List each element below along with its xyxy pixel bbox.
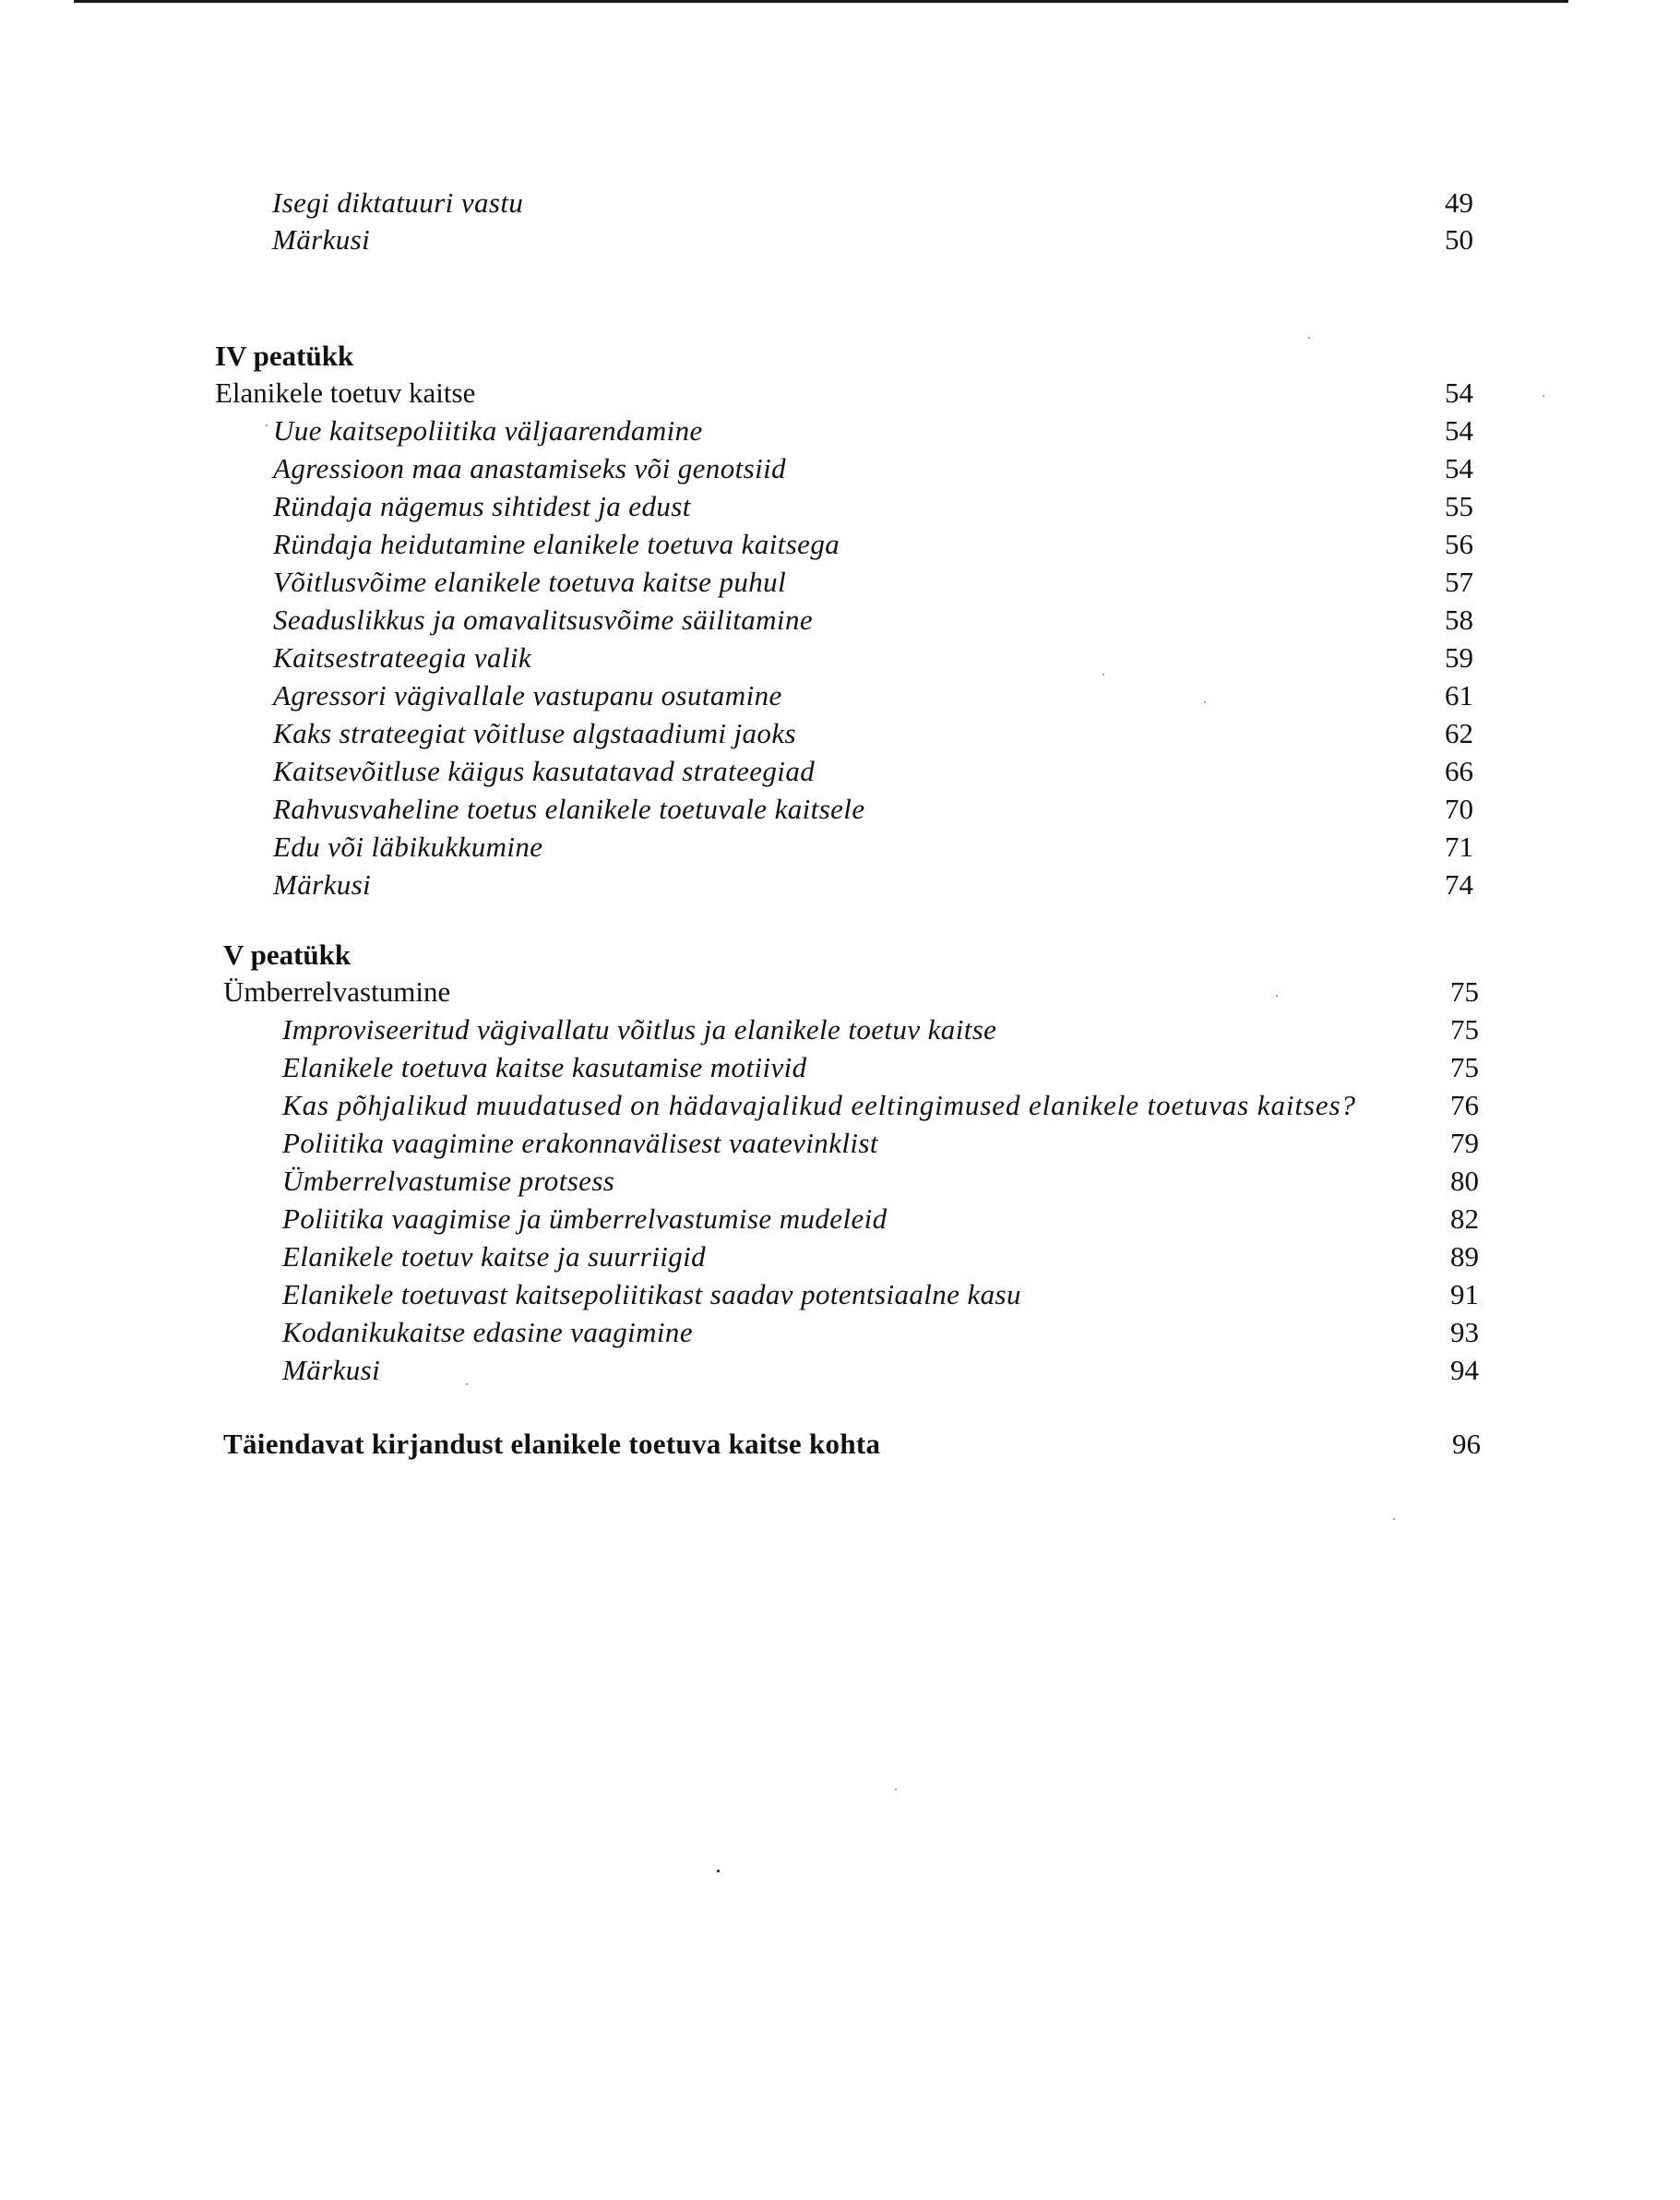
toc-entry-page: 71	[1445, 831, 1473, 863]
scan-speck	[717, 1870, 720, 1872]
toc-entry[interactable]	[0, 564, 1680, 601]
toc-entry-page: 56	[1445, 528, 1473, 560]
toc-entry-title: Seaduslikkus ja omavalitsusvõime säilitamine	[273, 604, 813, 636]
toc-entry-page: 66	[1445, 755, 1473, 787]
toc-entry-title: Märkusi	[272, 223, 371, 256]
toc-entry-title: Agressioon maa anastamiseks või genotsiid	[273, 452, 786, 484]
toc-entry-title: Poliitika vaagimise ja ümberrelvastumise mudeleid	[282, 1202, 888, 1235]
scan-speck	[466, 1383, 468, 1385]
scan-speck	[1308, 337, 1310, 339]
toc-entry[interactable]	[0, 1238, 1680, 1275]
toc-entry[interactable]	[0, 1163, 1680, 1200]
toc-entry-title: Kaitsestrateegia valik	[273, 641, 532, 674]
toc-entry[interactable]	[0, 221, 1680, 258]
chapter-iv-title: Elanikele toetuv kaitse	[215, 377, 476, 409]
toc-entry[interactable]	[0, 488, 1680, 525]
toc-entry[interactable]	[0, 753, 1680, 790]
toc-entry-title: Agressori vägivallale vastupanu osutamine	[273, 679, 782, 711]
toc-entry-page: 59	[1445, 641, 1473, 674]
toc-entry-title: Kas põhjalikud muudatused on hädavajalikud eeltingimused elanikele toetuvas kaitses?	[282, 1089, 1356, 1121]
chapter-iv-title-row[interactable]	[0, 375, 1680, 412]
toc-entry-page: 94	[1450, 1354, 1479, 1386]
toc-entry-page: 55	[1445, 490, 1473, 522]
toc-entry-page: 70	[1445, 793, 1473, 825]
toc-entry[interactable]	[0, 1201, 1680, 1238]
toc-entry[interactable]	[0, 450, 1680, 487]
toc-entry[interactable]	[0, 640, 1680, 676]
toc-entry-title: Poliitika vaagimine erakonnavälisest vaatevinklist	[282, 1127, 878, 1159]
scan-speck	[1276, 995, 1278, 997]
toc-entry[interactable]	[0, 526, 1680, 563]
toc-entry-title: Ümberrelvastumise protsess	[282, 1165, 615, 1197]
toc-entry-title: Kaks strateegiat võitluse algstaadiumi jaoks	[273, 717, 796, 749]
toc-entry[interactable]	[0, 867, 1680, 903]
toc-entry-title: Rahvusvaheline toetus elanikele toetuvale kaitsele	[273, 793, 865, 825]
scan-edge-line	[74, 0, 1568, 3]
toc-entry-title: Edu või läbikukkumine	[273, 831, 543, 863]
chapter-v-title: Ümberrelvastumine	[223, 975, 451, 1008]
toc-entry-page: 49	[1445, 186, 1473, 219]
toc-entry-page: 62	[1445, 717, 1473, 749]
further-reading-page: 96	[1452, 1428, 1481, 1460]
toc-entry[interactable]	[0, 412, 1680, 449]
toc-entry[interactable]	[0, 1011, 1680, 1048]
toc-entry-page: 82	[1450, 1202, 1479, 1235]
chapter-iv-label: IV peatükk	[215, 340, 354, 372]
scan-speck	[1102, 674, 1104, 676]
toc-entry[interactable]	[0, 185, 1680, 221]
toc-entry-title: Ründaja nägemus sihtidest ja edust	[273, 490, 691, 522]
toc-entry-title: Elanikele toetuvast kaitsepoliitikast saadav potentsiaalne kasu	[282, 1278, 1021, 1310]
toc-entry-page: 75	[1450, 1013, 1479, 1046]
toc-entry-page: 89	[1450, 1240, 1479, 1273]
toc-entry-title: Elanikele toetuv kaitse ja suurriigid	[282, 1240, 707, 1273]
toc-entry[interactable]	[0, 791, 1680, 828]
chapter-v-page: 75	[1450, 975, 1479, 1008]
toc-entry-page: 91	[1450, 1278, 1479, 1310]
toc-entry-title: Kodanikukaitse edasine vaagimine	[282, 1316, 693, 1348]
toc-entry-title: Uue kaitsepoliitika väljaarendamine	[273, 414, 703, 447]
toc-entry-title: Isegi diktatuuri vastu	[272, 186, 524, 219]
toc-entry-page: 54	[1445, 452, 1473, 484]
chapter-iv-label-row	[0, 338, 1680, 375]
toc-entry[interactable]	[0, 1087, 1680, 1124]
chapter-v-label: V peatükk	[223, 939, 351, 971]
toc-entry[interactable]	[0, 715, 1680, 752]
toc-entry-page: 57	[1445, 566, 1473, 598]
toc-entry-page: 79	[1450, 1127, 1479, 1159]
toc-entry[interactable]	[0, 1049, 1680, 1086]
toc-entry-page: 54	[1445, 414, 1473, 447]
scan-speck	[1204, 701, 1206, 703]
toc-entry-page: 58	[1445, 604, 1473, 636]
toc-entry-title: Ründaja heidutamine elanikele toetuva kaitsega	[273, 528, 840, 560]
toc-entry-page: 80	[1450, 1165, 1479, 1197]
toc-entry-page: 50	[1445, 223, 1473, 256]
toc-entry-title: Märkusi	[282, 1354, 381, 1386]
toc-entry[interactable]	[0, 602, 1680, 639]
toc-entry-title: Märkusi	[273, 868, 372, 901]
toc-entry[interactable]	[0, 1276, 1680, 1313]
scan-speck	[895, 1788, 897, 1790]
toc-entry[interactable]	[0, 829, 1680, 866]
toc-entry-further-reading[interactable]	[0, 1426, 1680, 1463]
toc-entry-title: Võitlusvõime elanikele toetuva kaitse puhul	[273, 566, 787, 598]
chapter-v-title-row[interactable]	[0, 974, 1680, 1010]
scan-speck	[1393, 1518, 1395, 1520]
toc-entry[interactable]	[0, 1314, 1680, 1351]
further-reading-title: Täiendavat kirjandust elanikele toetuva kaitse kohta	[223, 1428, 881, 1460]
toc-entry-title: Improviseeritud vägivallatu võitlus ja elanikele toetuv kaitse	[282, 1013, 997, 1046]
scan-speck	[266, 424, 268, 426]
toc-entry-page: 93	[1450, 1316, 1479, 1348]
toc-entry-title: Elanikele toetuva kaitse kasutamise motiivid	[282, 1051, 807, 1083]
toc-entry[interactable]	[0, 1125, 1680, 1162]
chapter-iv-page: 54	[1445, 377, 1473, 409]
toc-entry-page: 75	[1450, 1051, 1479, 1083]
toc-entry[interactable]	[0, 1352, 1680, 1389]
toc-entry-page: 61	[1445, 679, 1473, 711]
toc-entry[interactable]	[0, 677, 1680, 714]
scan-speck	[1543, 395, 1544, 397]
toc-entry-page: 74	[1445, 868, 1473, 901]
toc-entry-page: 76	[1450, 1089, 1479, 1121]
chapter-v-label-row	[0, 937, 1680, 974]
toc-entry-title: Kaitsevõitluse käigus kasutatavad strateegiad	[273, 755, 816, 787]
